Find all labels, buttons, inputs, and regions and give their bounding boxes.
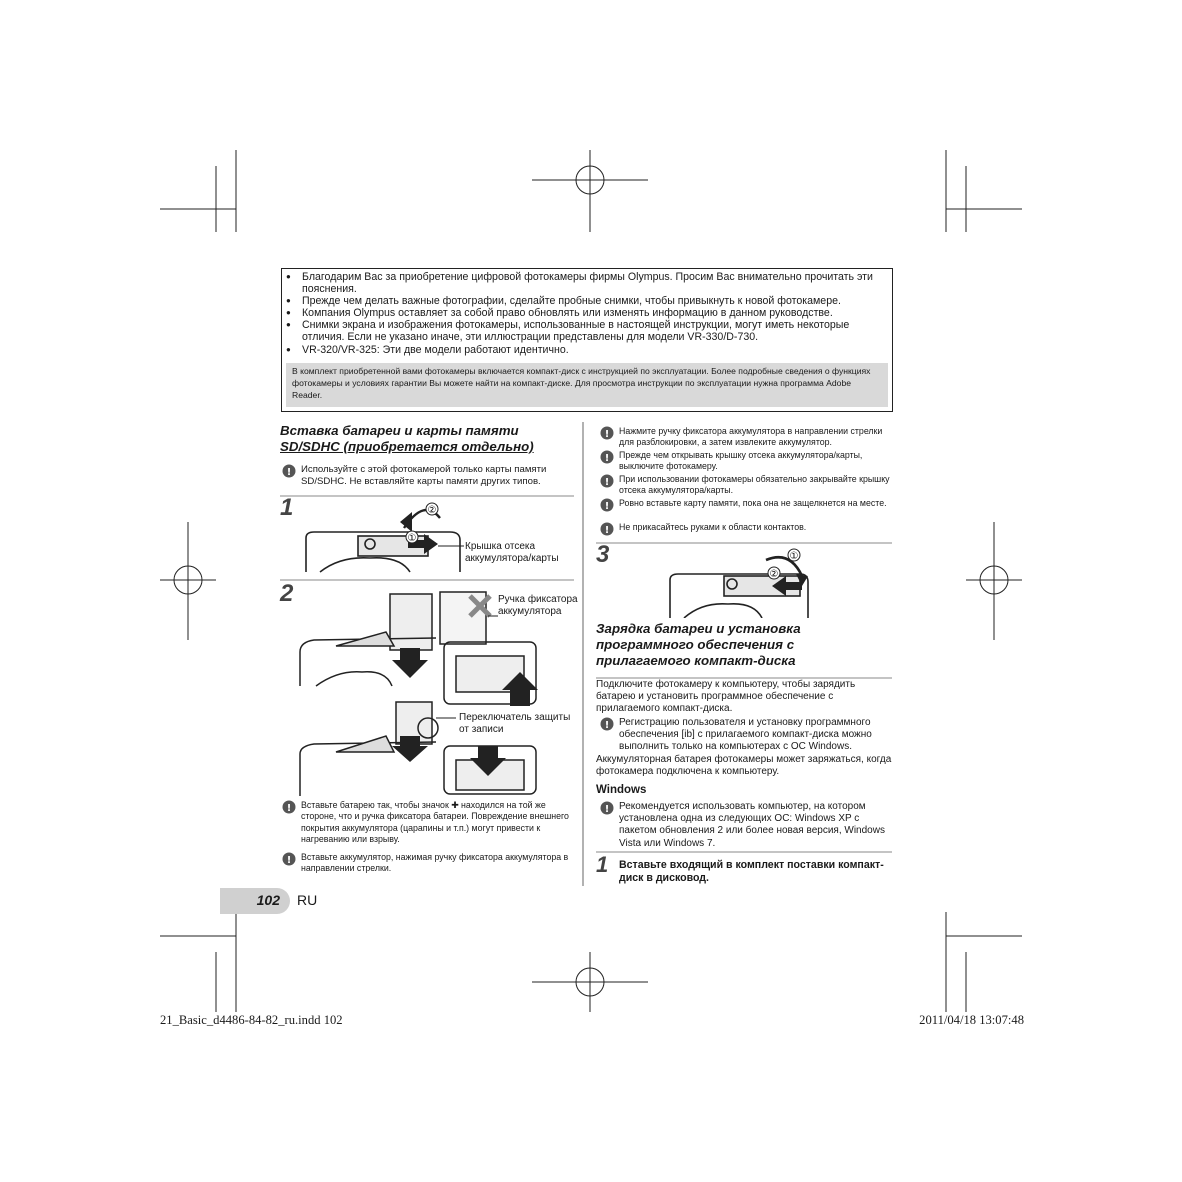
caution-note <box>604 474 893 497</box>
caution-note <box>286 800 575 846</box>
caution-icon <box>282 800 296 814</box>
caution-icon <box>282 464 296 478</box>
intro-box <box>281 268 893 412</box>
switch-label: Переключатель защиты от записи <box>459 712 571 735</box>
svg-text:!: ! <box>286 803 292 814</box>
caution-text: Вставьте батарею так, чтобы значок ✚ находился на той же стороне, что и ручка фиксатора батареи. Повреждение внешнего покрытия аккумулятора (царапины и т.п.) могут привести к нагреванию или взрыву. <box>301 800 569 845</box>
svg-text:!: ! <box>286 467 292 478</box>
caution-text: Вставьте аккумулятор, нажимая ручку фиксатора аккумулятора в направлении стрелки. <box>301 852 569 874</box>
intro-bullet: ● Компания Olympus оставляет за собой право обновлять или изменять информацию в данном руководстве. <box>302 307 892 319</box>
svg-text:!: ! <box>604 453 610 464</box>
file-name: 21_Basic_d4486-84-82_ru.indd 102 <box>160 1013 343 1027</box>
caution-text: Нажмите ручку фиксатора аккумулятора в направлении стрелки для разблокировки, а затем извлеките аккумулятор. <box>619 426 883 448</box>
caution-text: Рекомендуется использовать компьютер, на котором установлена одна из следующих ОС: Windows XP с пакетом обновления 2 или более новая версия, Windows Vista или Windows 7. <box>619 801 885 849</box>
camera-illustration-step1 <box>300 500 466 574</box>
intro-bullets <box>282 271 892 356</box>
caution-text: При использовании фотокамеры обязательно закрывайте крышку отсека аккумулятора/карты. <box>619 474 890 496</box>
print-timestamp: 2011/04/18 13:07:48 <box>919 1013 1024 1027</box>
intro-bullet: ● VR-320/VR-325: Эти две модели работают идентично. <box>302 344 892 356</box>
svg-text:!: ! <box>604 804 610 815</box>
caution-note <box>604 522 893 536</box>
step-number: 1 <box>280 494 294 521</box>
mark-1: ① <box>407 533 417 544</box>
svg-text:!: ! <box>604 477 610 488</box>
caution-note <box>604 498 893 512</box>
step-number: 1 <box>596 852 609 877</box>
caution-icon <box>282 852 296 866</box>
knob-label: Ручка фиксатора аккумулятора <box>498 594 578 617</box>
mark-1: ① <box>789 551 799 562</box>
caution-note <box>604 801 893 850</box>
step-number: 2 <box>280 580 294 607</box>
caution-text: Прежде чем открывать крышку отсека аккумулятора/карты, выключите фотокамеру. <box>619 450 863 472</box>
svg-text:!: ! <box>604 429 610 440</box>
caution-icon <box>600 426 614 440</box>
step-instruction: Вставьте входящий в комплект поставки компакт-диск в дисковод. <box>619 859 884 884</box>
caution-icon <box>600 474 614 488</box>
page-number-tab <box>220 888 290 914</box>
battery-section-title <box>280 423 570 455</box>
svg-text:!: ! <box>604 720 610 731</box>
page-number: 102 <box>256 892 280 908</box>
caution-note <box>604 426 893 449</box>
mark-2: ② <box>427 505 437 516</box>
cover-label: Крышка отсека аккумулятора/карты <box>465 541 559 564</box>
caution-icon <box>600 717 614 731</box>
svg-text:!: ! <box>604 501 610 512</box>
caution-icon <box>600 801 614 815</box>
intro-bullet: ● Прежде чем делать важные фотографии, сделайте пробные снимки, чтобы привыкнуть к новой фотокамере. <box>302 295 892 307</box>
title-line-2: SD/SDHC (приобретается отдельно) <box>280 439 534 454</box>
caution-note <box>286 852 575 875</box>
caution-text: Не прикасайтесь руками к области контактов. <box>619 522 807 532</box>
svg-text:!: ! <box>286 855 292 866</box>
caution-note <box>286 464 575 487</box>
caution-icon <box>600 450 614 464</box>
language-code: RU <box>297 892 318 908</box>
caution-icon <box>600 522 614 536</box>
windows-heading: Windows <box>596 784 647 796</box>
charging-section-title: Зарядка батареи и установка программного обеспечения с прилагаемого компакт-диска <box>596 621 801 668</box>
caution-note <box>604 450 893 473</box>
mark-2: ② <box>769 569 779 580</box>
step-number: 3 <box>596 541 610 568</box>
title-line-1: Вставка батареи и карты памяти <box>280 423 519 438</box>
charge-note: Аккумуляторная батарея фотокамеры может заряжаться, когда фотокамера подключена к компьютеру. <box>596 754 892 778</box>
cd-note: В комплект приобретенной вами фотокамеры включается компакт-диск с инструкцией по эксплуатации. Более подробные сведения о функциях фотокамеры и условиях гарантии Вы можете найти на компакт-диске. Для просмотра инструкции по эксплуатации нужна программа Adobe Reader. <box>286 363 888 407</box>
caution-text: Используйте с этой фотокамерой только карты памяти SD/SDHC. Не вставляйте карты памяти других типов. <box>301 464 547 487</box>
caution-icon <box>600 498 614 512</box>
caution-text: Ровно вставьте карту памяти, пока она не защелкнется на месте. <box>619 498 887 508</box>
intro-bullet: ● Снимки экрана и изображения фотокамеры, использованные в настоящей инструкции, могут иметь некоторые отличия. Если не указано иначе, эти иллюстрации представлены для модели VR-330/D-730. <box>302 319 892 343</box>
intro-bullet: ● Благодарим Вас за приобретение цифровой фотокамеры фирмы Olympus. Просим Вас внимательно прочитать эти пояснения. <box>302 271 892 295</box>
charging-intro: Подключите фотокамеру к компьютеру, чтобы зарядить батарею и установить программное обеспечение с прилагаемого компакт-диска. <box>596 679 856 715</box>
caution-text: Регистрацию пользователя и установку программного обеспечения [ib] с прилагаемого компакт-диска можно выполнить только на компьютерах с ОС Windows. <box>619 717 872 753</box>
svg-text:!: ! <box>604 525 610 536</box>
caution-note <box>604 717 893 754</box>
camera-illustration-step3 <box>666 546 812 618</box>
